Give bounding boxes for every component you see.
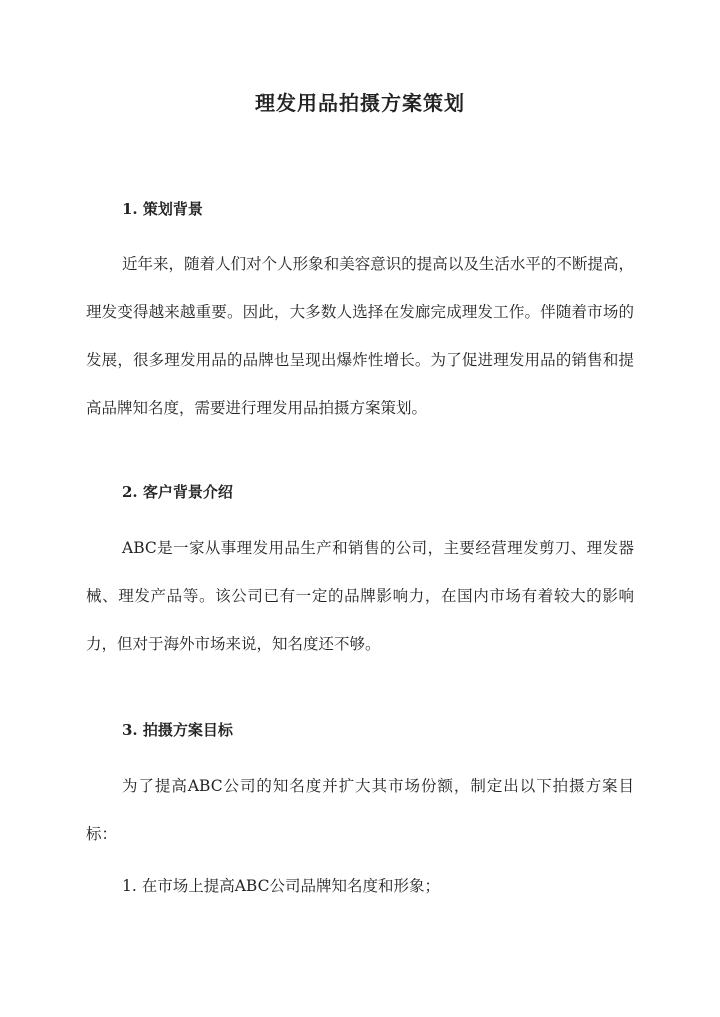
list-item: 1. 在市场上提高ABC公司品牌知名度和形象； [122, 877, 440, 895]
section-paragraph-client: ABC是一家从事理发用品生产和销售的公司，主要经营理发剪刀、理发器械、理发产品等。该公司已有一定的品牌影响力，在国内市场有着较大的影响力，但对于海外市场来说，知名度还不够。 [86, 539, 634, 653]
section-paragraph-goals: 为了提高ABC公司的知名度并扩大其市场份额，制定出以下拍摄方案目标： [86, 777, 634, 843]
section-heading-client: 2. 客户背景介绍 [122, 483, 233, 501]
page-title: 理发用品拍摄方案策划 [255, 91, 465, 115]
section-heading-background: 1. 策划背景 [122, 200, 203, 218]
section-heading-goals: 3. 拍摄方案目标 [122, 721, 233, 739]
section-paragraph-background: 近年来，随着人们对个人形象和美容意识的提高以及生活水平的不断提高，理发变得越来越重要。因此，大多数人选择在发廊完成理发工作。伴随着市场的发展，很多理发用品的品牌也呈现出爆炸性增长。为了促进理发用品的销售和提高品牌知名度，需要进行理发用品拍摄方案策划。 [86, 255, 634, 417]
